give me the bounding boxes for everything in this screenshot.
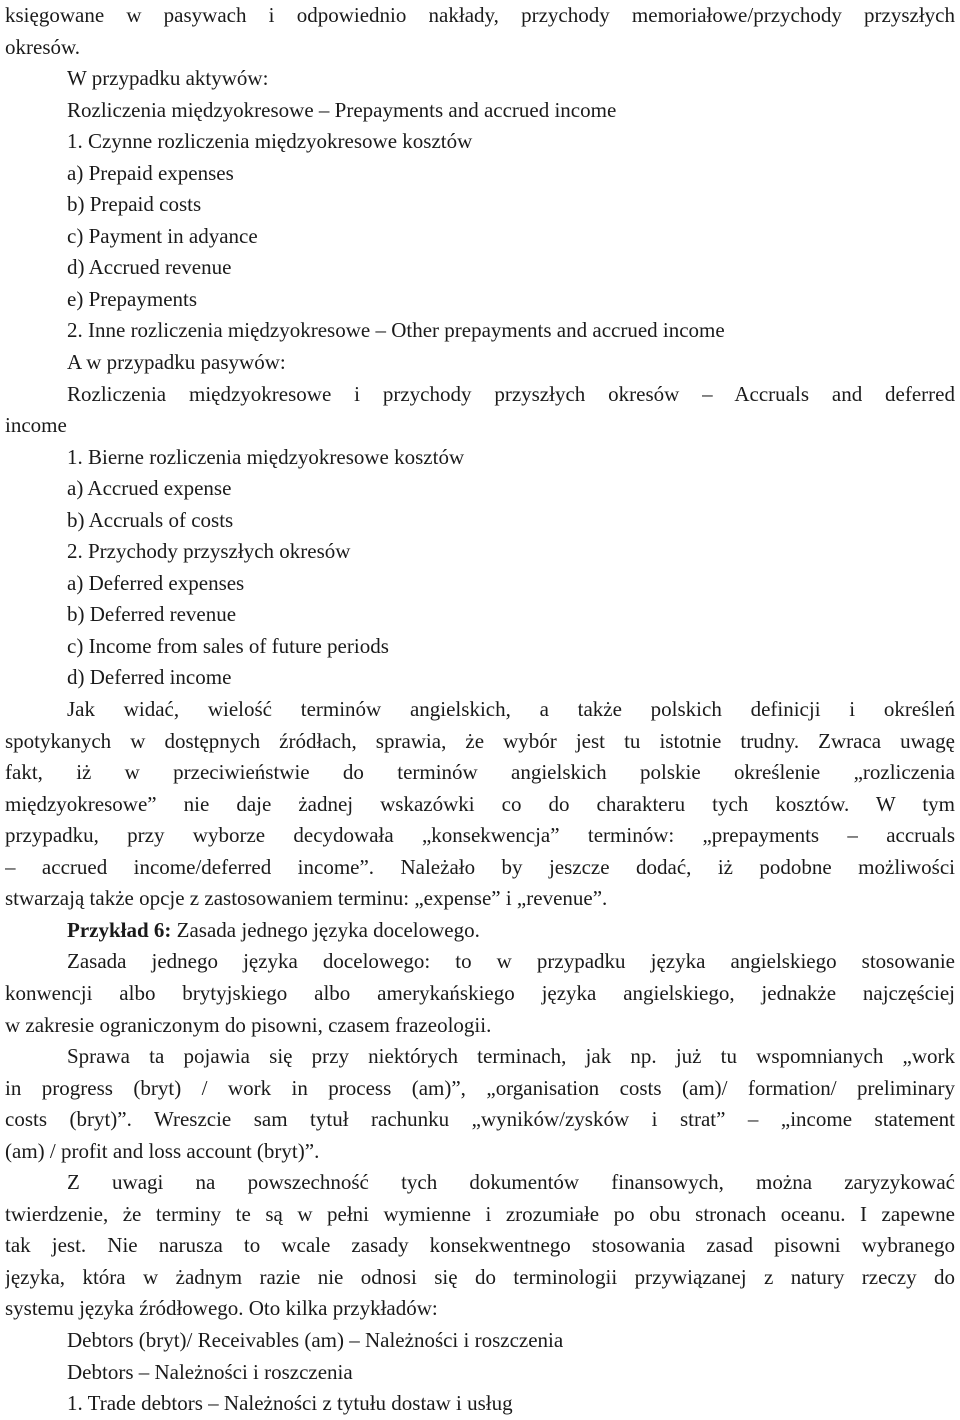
paragraph-line: in progress (bryt) / work in process (am)”, „organisation costs (am)/ formation/ preliminary (5, 1075, 955, 1100)
paragraph-line: przypadku, przy wyborze decydowała „konsekwencja” terminów: „prepayments – accruals (5, 823, 955, 848)
paragraph-line: Zasada jednego języka docelowego: to w przypadku języka angielskiego stosowanie (67, 949, 955, 974)
example-line: Debtors (bryt)/ Receivables (am) – Należności i roszczenia (67, 1327, 564, 1352)
text-line: okresów. (5, 34, 81, 59)
list-item: 1. Bierne rozliczenia międzyokresowe kosztów (67, 444, 465, 469)
list-item: b) Accruals of costs (67, 507, 234, 532)
paragraph-line: języka, która w żadnym razie nie odnosi się do terminologii przywiązanej z natury rzeczy do (5, 1264, 955, 1289)
example-line: Debtors – Należności i roszczenia (67, 1359, 353, 1384)
paragraph-line: Jak widać, wielość terminów angielskich, a także polskich definicji i określeń (67, 697, 955, 722)
list-item: b) Prepaid costs (67, 192, 202, 217)
document-page (5, 0, 955, 1420)
paragraph-line: costs (bryt)”. Wreszcie sam tytuł rachunku „wyników/zysków i strat” – „income statement (5, 1107, 955, 1132)
paragraph-line: spotykanych w dostępnych źródłach, sprawia, że wybór jest tu istotnie trudny. Zwraca uwagę (5, 728, 955, 753)
text-line: W przypadku aktywów: (67, 66, 269, 91)
list-item: c) Payment in adyance (67, 223, 258, 248)
list-item: e) Prepayments (67, 286, 198, 311)
list-item: c) Income from sales of future periods (67, 633, 389, 658)
paragraph-line: – accrued income/deferred income”. Należało by jeszcze dodać, iż podobne możliwości (5, 854, 955, 879)
text-line: A w przypadku pasywów: (67, 350, 286, 375)
paragraph-line: fakt, iż w przeciwieństwie do terminów angielskich polskie określenie „rozliczenia (5, 760, 955, 785)
list-item: d) Deferred income (67, 665, 232, 690)
paragraph-line: międzyokresowe” nie daje żadnej wskazówki co do charakteru tych kosztów. W tym (5, 791, 955, 816)
list-item: a) Deferred expenses (67, 570, 245, 595)
list-item: a) Accrued expense (67, 476, 232, 501)
paragraph-line: (am) / profit and loss account (bryt)”. (5, 1138, 320, 1163)
paragraph-line: Sprawa ta pojawia się przy niektórych terminach, jak np. już tu wspomnianych „work (67, 1044, 955, 1069)
text-line: księgowane w pasywach i odpowiednio nakłady, przychody memoriałowe/przychody przyszłych (5, 3, 955, 27)
list-item: a) Prepaid expenses (67, 160, 234, 185)
paragraph-line: systemu języka źródłowego. Oto kilka przykładów: (5, 1296, 438, 1321)
paragraph-line: konwencji albo brytyjskiego albo amerykańskiego języka angielskiego, jednakże najczęściej (5, 980, 955, 1005)
list-item: b) Deferred revenue (67, 602, 237, 627)
list-item: 2. Inne rozliczenia międzyokresowe – Other prepayments and accrued income (67, 318, 725, 343)
paragraph-line: tak jest. Nie narusza to wcale zasady konsekwentnego stosowania zasad pisowni wybranego (5, 1233, 955, 1258)
example-heading (5, 915, 955, 947)
example-line: 1. Trade debtors – Należności z tytułu dostaw i usług (67, 1391, 513, 1416)
paragraph-line: twierdzenie, że terminy te są w pełni wymienne i zrozumiałe po obu stronach oceanu. I zapewne (5, 1201, 955, 1226)
text-line: income (5, 413, 67, 438)
paragraph-line: stwarzają także opcje z zastosowaniem terminu: „expense” i „revenue”. (5, 886, 608, 911)
paragraph-line: w zakresie ograniczonym do pisowni, czasem frazeologii. (5, 1012, 492, 1037)
text-line: Rozliczenia międzyokresowe i przychody przyszłych okresów – Accruals and deferred (67, 381, 955, 406)
list-item: 2. Przychody przyszłych okresów (67, 539, 351, 564)
text-line: Rozliczenia międzyokresowe – Prepayments and accrued income (67, 97, 617, 122)
paragraph-line: Z uwagi na powszechność tych dokumentów finansowych, można zaryzykować (67, 1170, 955, 1195)
list-item: 1. Czynne rozliczenia międzyokresowe kosztów (67, 129, 473, 154)
example-label: Przykład 6: (67, 917, 172, 942)
example-title: Zasada jednego języka docelowego. (176, 917, 480, 942)
list-item: d) Accrued revenue (67, 255, 232, 280)
